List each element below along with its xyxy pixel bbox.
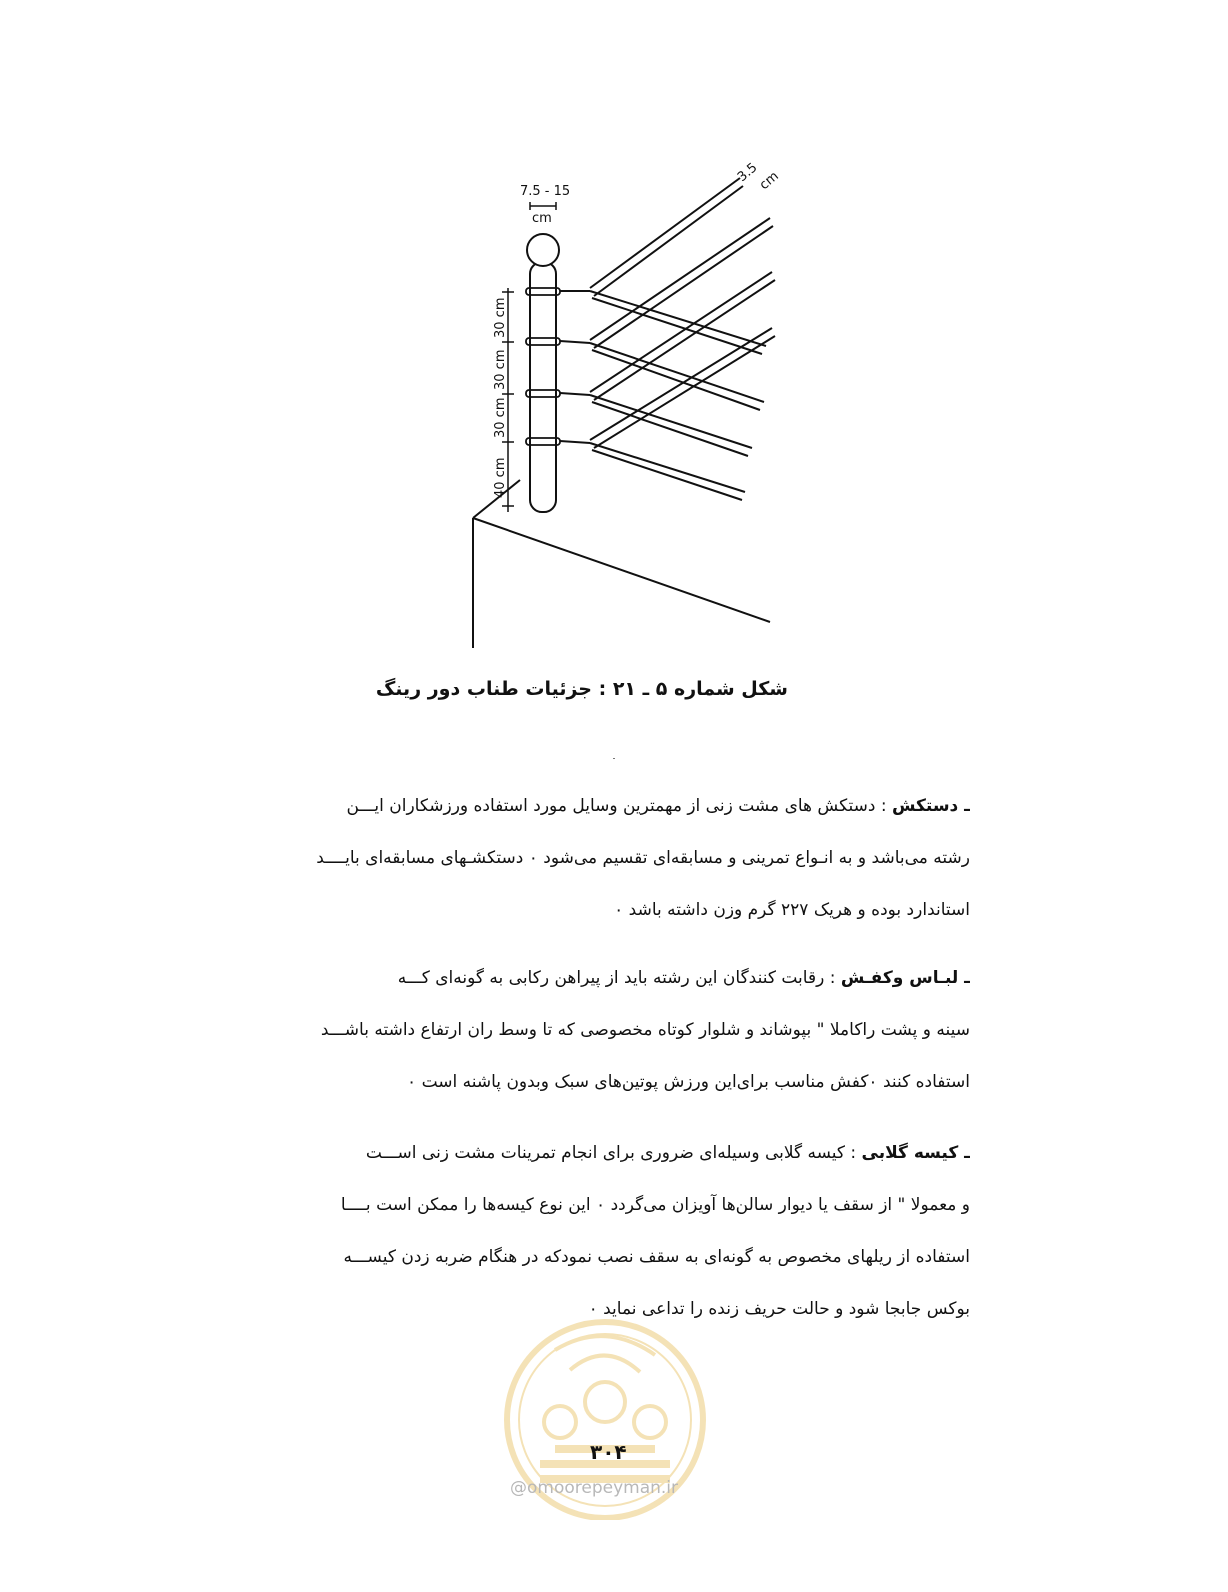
paragraph-gloves: [210, 780, 970, 936]
paragraph-heading: ـ دستکش: [891, 796, 970, 816]
paragraph-line: و معمولا " از سقف یا دیوار سالن‌ها آویزان می‌گردد ۰ این نوع کیسه‌ها را ممکن است بــــا: [340, 1195, 970, 1215]
pad-dimension-label: 7.5 - 15: [520, 184, 571, 199]
paragraph-line: [210, 780, 970, 832]
paragraph-punching-bag: [210, 1127, 970, 1335]
rope-thickness-unit: cm: [756, 168, 782, 194]
pad-dimension-unit: cm: [532, 211, 552, 226]
paragraph-line: استاندارد بوده و هریک ۲۲۷ گرم وزن داشته باشد ۰: [614, 900, 970, 920]
figure-caption: شکل شماره ۵ ـ ۲۱ : جزئیات طناب دور رینگ: [375, 678, 788, 700]
paragraph-heading: ـ لبـاس وکفـش: [840, 968, 970, 988]
paragraph-line: استفاده کنند ۰کفش مناسب برای‌این ورزش پوتین‌های سبک وبدون پاشنه است ۰: [407, 1072, 970, 1092]
spacing-label-1: 30 cm: [493, 297, 508, 338]
paragraph-line: استفاده از ریلهای مخصوص به گونه‌ای به سقف نصب نمودکه در هنگام ضربه زدن کیســـه: [343, 1247, 970, 1267]
spacing-label-2: 30 cm: [493, 349, 508, 390]
paragraph-text: : دستکش های مشت زنی از مهمترین وسایل مورد استفاده ورزشکاران ایـــن: [346, 796, 892, 816]
rope-thickness-label: 3.5: [734, 160, 761, 186]
scan-speck: [613, 758, 615, 759]
paragraph-heading: ـ کیسه گلابی: [861, 1143, 970, 1163]
paragraph-line: بوکس جابجا شود و حالت حریف زنده را تداعی نماید ۰: [588, 1299, 970, 1319]
ring-rope-figure: [440, 150, 800, 660]
spacing-label-4: 40 cm: [493, 457, 508, 498]
spacing-label-3: 30 cm: [493, 397, 508, 438]
paragraph-line: سینه و پشت راکاملا " بپوشاند و شلوار کوتاه مخصوصی که تا وسط ران ارتفاع داشته باشـــد: [320, 1020, 970, 1040]
paragraph-text: : رقابت کنندگان این رشته باید از پیراهن رکابی به گونه‌ای کـــه: [397, 968, 841, 988]
page-number: ۳۰۴: [590, 1440, 627, 1464]
watermark-url: @omoorepeyman.ir: [510, 1478, 679, 1498]
paragraph-line: [210, 1127, 970, 1179]
ring-rope-diagram: [440, 150, 800, 660]
paragraph-line: [210, 952, 970, 1004]
paragraph-line: رشته می‌باشد و به انـواع تمرینی و مسابقه‌ای تقسیم می‌شود ۰ دستکشـهای مسابقه‌ای بایــــد: [316, 848, 970, 868]
paragraph-text: : کیسه گلابی وسیله‌ای ضروری برای انجام تمرینات مشت زنی اســـت: [365, 1143, 862, 1163]
paragraph-clothing: [210, 952, 970, 1108]
